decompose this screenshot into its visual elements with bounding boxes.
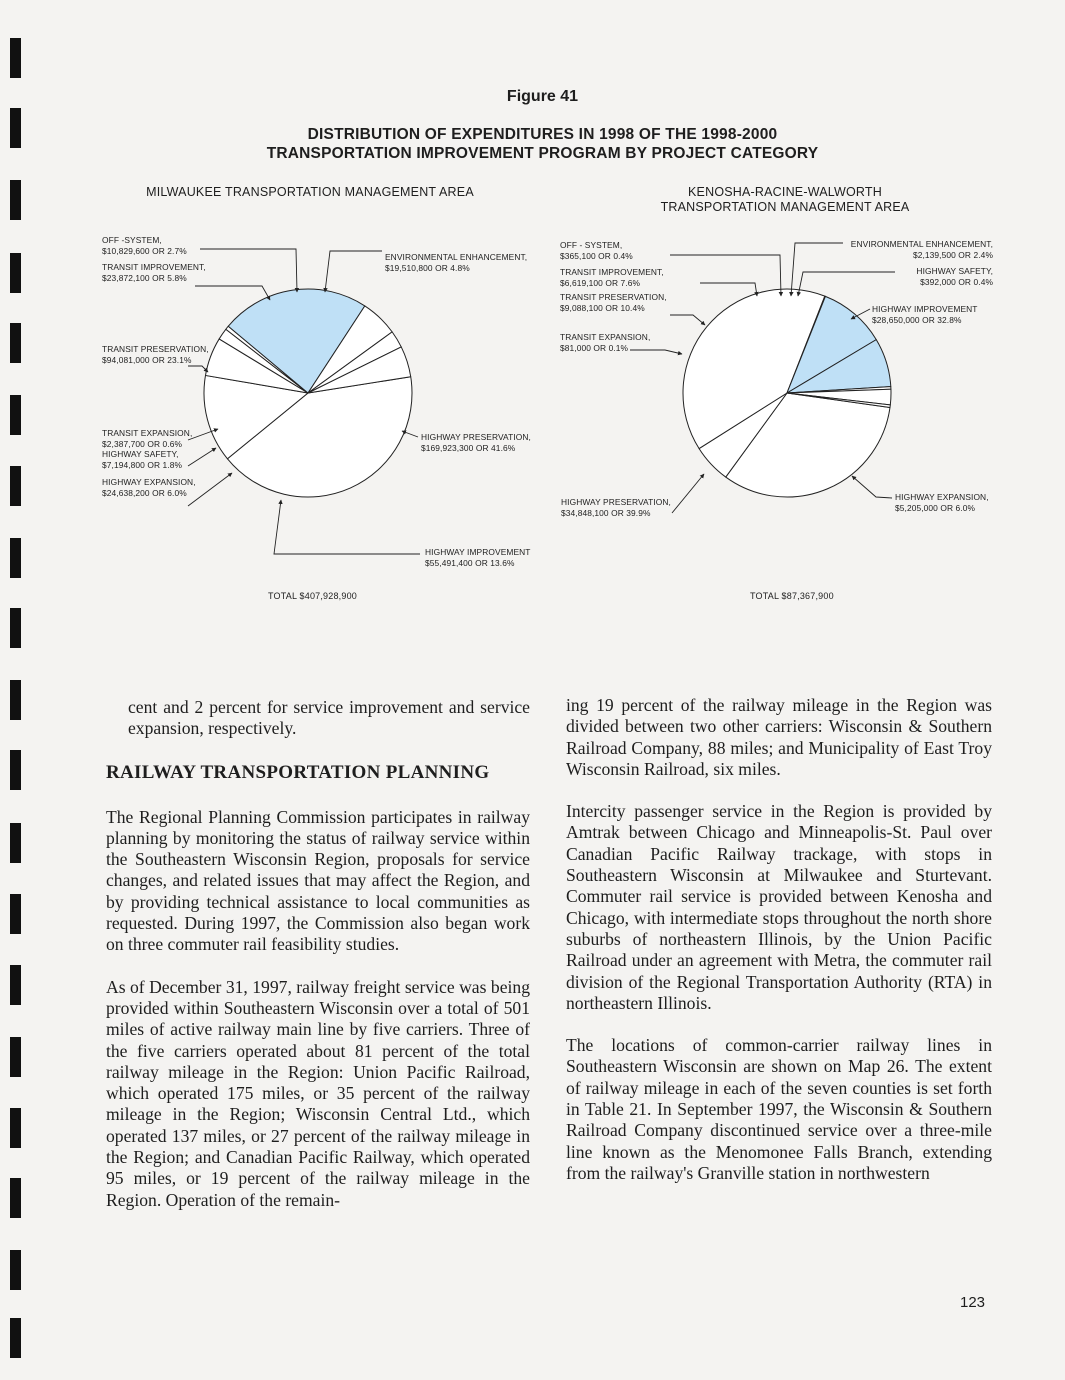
leader-line [672,474,704,513]
left-column [106,697,530,1232]
label-value: $19,510,800 OR 4.8% [385,262,470,273]
label-name: TRANSIT EXPANSION, [560,332,651,342]
binder-mark [10,965,21,1005]
label-krw-highway-preservation [561,497,671,518]
leader-line [195,286,270,300]
paragraph: Intercity passenger service in the Region is provided by Amtrak between Chicago and Minneapolis-St. Paul over Canadian Pacific Railway trackage, with stops in Southeastern Wisconsin at Milwaukee and Sturtevant. Commuter rail service is provided between Kenosha and Chicago, with intermediate stops throughout the north shore suburbs of northeastern Illinois, by the Union Pacific Railroad under an agreement with Metra, the commuter rail division of the Regional Transportation Authority (RTA) in northeastern Illinois. [566,801,992,1013]
krw-total: TOTAL $87,367,900 [750,591,834,601]
figure-title-line1: DISTRIBUTION OF EXPENDITURES IN 1998 OF THE 1998-2000 [307,126,778,143]
krw-area-title-line2: TRANSPORTATION MANAGEMENT AREA [660,200,910,214]
label-name: HIGHWAY PRESERVATION, [561,497,671,507]
binder-mark [10,1178,21,1218]
label-krw-highway-improvement [872,304,978,325]
label-mke-environmental [385,252,527,273]
label-name: OFF -SYSTEM, [102,235,162,245]
leader-line [188,448,216,466]
binder-mark [10,750,21,790]
label-value: $5,205,000 OR 6.0% [895,502,976,513]
label-name: HIGHWAY IMPROVEMENT [425,547,531,557]
leader-line [670,255,781,296]
label-mke-highway-preservation [421,432,531,453]
milwaukee-total: TOTAL $407,928,900 [268,591,357,601]
label-value: $7,194,800 OR 1.8% [102,459,183,470]
label-krw-transit-preservation [560,292,667,313]
binder-mark [10,1108,21,1148]
label-value: $23,872,100 OR 5.8% [102,272,187,283]
leader-line [274,500,420,554]
label-mke-transit-preservation [102,344,209,365]
binder-mark [10,823,21,863]
leader-line [188,366,208,372]
label-value: $392,000 OR 0.4% [920,276,993,287]
milwaukee-area-title: MILWAUKEE TRANSPORTATION MANAGEMENT AREA [146,185,474,199]
label-name: ENVIRONMENTAL ENHANCEMENT, [850,239,993,249]
paragraph: As of December 31, 1997, railway freight service was being provided within Southeastern Wisconsin over a total of 501 miles of active railway main line by five carriers. Three of the five carriers operated about 81 percent of the total railway mileage in the Region: Union Pacific Railroad, which operated 175 miles, or 35 percent of the railway mileage in the Region; Wisconsin Central Ltd., which operated 137 miles, or 27 percent of the railway mileage in the Region; and Canadian Pacific Railway, which operated 95 miles, or 19 percent of the railway mileage in the Region. Operation of the remain- [106,976,530,1210]
label-value: $55,491,400 OR 13.6% [425,557,515,568]
paragraph: The Regional Planning Commission participates in railway planning by monitoring the status of railway service within the Southeastern Wisconsin Region, proposals for service changes, and related issues that may affect the Region, and by providing technical assistance to local communities as requested. During 1997, the Commission also began work on three commuter rail feasibility studies. [106,806,530,955]
label-name: ENVIRONMENTAL ENHANCEMENT, [385,252,528,262]
label-value: $169,923,300 OR 41.6% [421,442,516,453]
label-value: $6,619,100 OR 7.6% [560,277,641,288]
binder-mark [10,1250,21,1290]
label-mke-off-system [102,235,187,256]
label-mke-transit-expansion [102,428,192,449]
label-name: HIGHWAY EXPANSION, [102,477,196,487]
label-value: $2,387,700 OR 0.6% [102,438,183,449]
binder-mark [10,1037,21,1077]
label-name: TRANSIT PRESERVATION, [102,344,209,354]
label-krw-highway-expansion [895,492,989,513]
label-name: HIGHWAY EXPANSION, [895,492,989,502]
right-column [566,695,992,1205]
label-name: TRANSIT EXPANSION, [102,428,193,438]
label-mke-highway-safety [102,449,182,470]
leader-line [402,431,418,437]
label-value: $10,829,600 OR 2.7% [102,245,187,256]
label-value: $365,100 OR 0.4% [560,250,633,261]
label-name: OFF - SYSTEM, [560,240,623,250]
label-value: $2,139,500 OR 2.4% [912,249,993,260]
figure-number: Figure 41 [506,88,579,105]
label-name: HIGHWAY SAFETY, [916,266,993,276]
label-krw-highway-safety [850,266,993,287]
label-value: $94,081,000 OR 23.1% [102,354,192,365]
label-value: $24,638,200 OR 6.0% [102,487,187,498]
binder-mark [10,894,21,934]
label-name: TRANSIT PRESERVATION, [560,292,667,302]
label-name: HIGHWAY PRESERVATION, [421,432,531,442]
label-value: $34,848,100 OR 39.9% [561,507,651,518]
paragraph: cent and 2 percent for service improvement and service expansion, respectively. [128,697,530,739]
label-krw-transit-improvement [560,267,664,288]
label-mke-highway-expansion [102,477,196,498]
page-number: 123 [960,1294,986,1311]
label-krw-environmental [815,239,993,260]
label-value: $81,000 OR 0.1% [560,342,629,353]
milwaukee-pie [204,289,412,497]
leader-line [852,476,892,498]
binder-mark [10,680,21,720]
paragraph: The locations of common-carrier railway lines in Southeastern Wisconsin are shown on Map 26. The extent of railway mileage in each of the seven counties is set forth in Table 21. In September 1997, the Wisconsin & Southern Railroad Company discontinued service over a three-mile line known as the Menomonee Falls Branch, extending from the railway's Granville station in northwestern [566,1035,992,1183]
label-name: HIGHWAY SAFETY, [102,449,179,459]
label-mke-highway-improvement [425,547,531,568]
krw-area-title-line1: KENOSHA-RACINE-WALWORTH [688,185,882,199]
label-value: $28,650,000 OR 32.8% [872,314,962,325]
label-name: TRANSIT IMPROVEMENT, [102,262,206,272]
paragraph: ing 19 percent of the railway mileage in the Region was divided between two other carriers: Wisconsin & Southern Railroad Company, 88 miles; and Municipality of East Troy Wisconsin Railroad, six miles. [566,695,992,779]
leader-line [325,251,382,292]
section-heading: RAILWAY TRANSPORTATION PLANNING [106,761,490,783]
label-mke-transit-improvement [102,262,206,283]
binder-mark [10,1318,21,1358]
figure-title-line2: TRANSPORTATION IMPROVEMENT PROGRAM BY PROJECT CATEGORY [266,145,819,162]
leader-line [700,283,757,296]
label-name: TRANSIT IMPROVEMENT, [560,267,664,277]
label-value: $9,088,100 OR 10.4% [560,302,645,313]
krw-pie [683,289,891,497]
label-krw-transit-expansion [560,332,650,353]
leader-line [670,315,705,325]
label-name: HIGHWAY IMPROVEMENT [872,304,978,314]
label-krw-off-system [560,240,633,261]
